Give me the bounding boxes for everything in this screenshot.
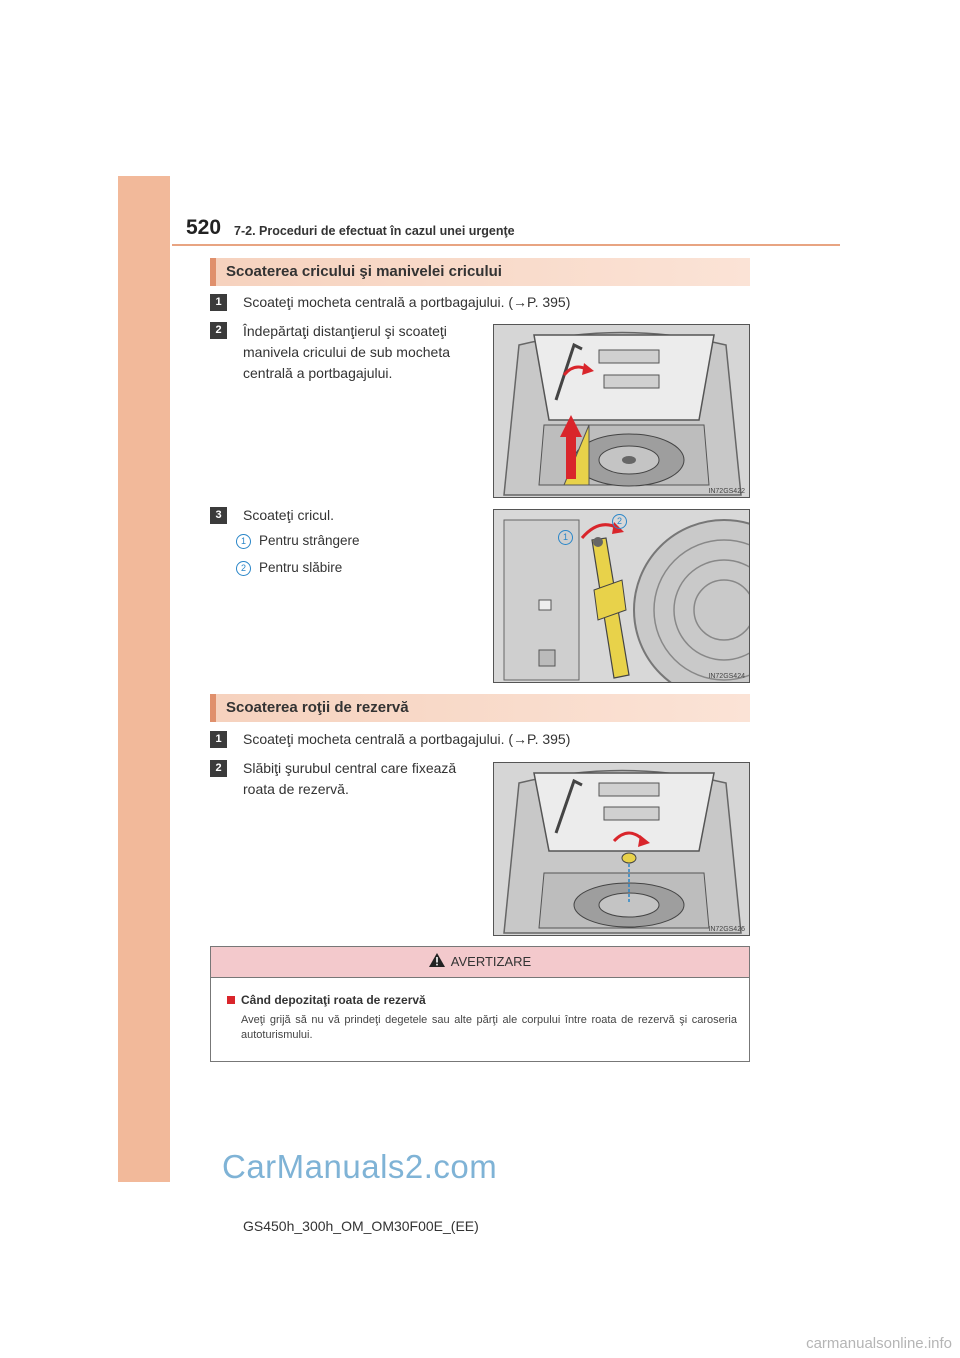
jack-illustration	[494, 510, 750, 683]
page-number: 520	[186, 216, 222, 239]
warning-title	[227, 993, 426, 1007]
step-number: 1	[210, 731, 227, 748]
warning-title-text: Când depozitaţi roata de rezervă	[241, 993, 426, 1007]
figure-callout: 2	[612, 514, 627, 529]
sub-item-tighten	[236, 533, 360, 549]
figure-jack-removal	[493, 509, 750, 683]
warning-box	[210, 946, 750, 1062]
manual-code: GS450h_300h_OM_OM30F00E_(EE)	[243, 1218, 479, 1234]
sub-item-text: Pentru strângere	[259, 533, 360, 548]
warning-text: Aveţi grijă să nu vă prindeţi degetele sau alte părţi ale corpului între roata de rezervă şi caroseria autoturismului.	[241, 1014, 737, 1041]
step-text: Scoateţi cricul.	[243, 507, 335, 523]
step-text: Îndepărtaţi distanţierul şi scoateţi manivela cricului de sub mocheta centrală a portbagajului.	[243, 323, 450, 381]
figure-code: IN72GS422	[708, 488, 745, 495]
header-divider	[172, 244, 840, 246]
watermark: CarManuals2.com	[222, 1148, 498, 1185]
callout-number: 2	[236, 561, 251, 576]
site-watermark: carmanualsonline.info	[806, 1335, 952, 1352]
step-text: Slăbiţi şurubul central care fixează roata de rezervă.	[243, 760, 457, 797]
figure-trunk-jack-handle	[493, 324, 750, 498]
spare-tire-illustration	[494, 763, 750, 936]
figure-code: IN72GS426	[708, 926, 745, 933]
step-number: 2	[210, 760, 227, 777]
side-color-band	[118, 176, 170, 1182]
sub-item-loosen	[236, 560, 342, 576]
chapter-title: 7-2. Proceduri de efectuat în cazul unei urgenţe	[234, 224, 515, 238]
figure-spare-tire-bolt	[493, 762, 750, 936]
figure-code: IN72GS424	[708, 673, 745, 680]
trunk-illustration	[494, 325, 750, 498]
warning-header	[211, 947, 749, 978]
step-text: Scoateţi mocheta centrală a portbagajului. (→P. 395)	[243, 731, 571, 747]
figure-callout: 1	[558, 530, 573, 545]
step-text: Scoateţi mocheta centrală a portbagajului. (→P. 395)	[243, 294, 571, 310]
step-number: 1	[210, 294, 227, 311]
step-number: 3	[210, 507, 227, 524]
warning-triangle-icon	[429, 948, 445, 978]
step-number: 2	[210, 322, 227, 339]
callout-number: 1	[236, 534, 251, 549]
warning-label: AVERTIZARE	[450, 954, 532, 969]
red-square-bullet-icon	[227, 996, 235, 1004]
sub-item-text: Pentru slăbire	[259, 560, 343, 575]
section-heading-spare-tire: Scoaterea roţii de rezervă	[210, 694, 750, 722]
section-heading-jack: Scoaterea cricului şi manivelei cricului	[210, 258, 750, 286]
